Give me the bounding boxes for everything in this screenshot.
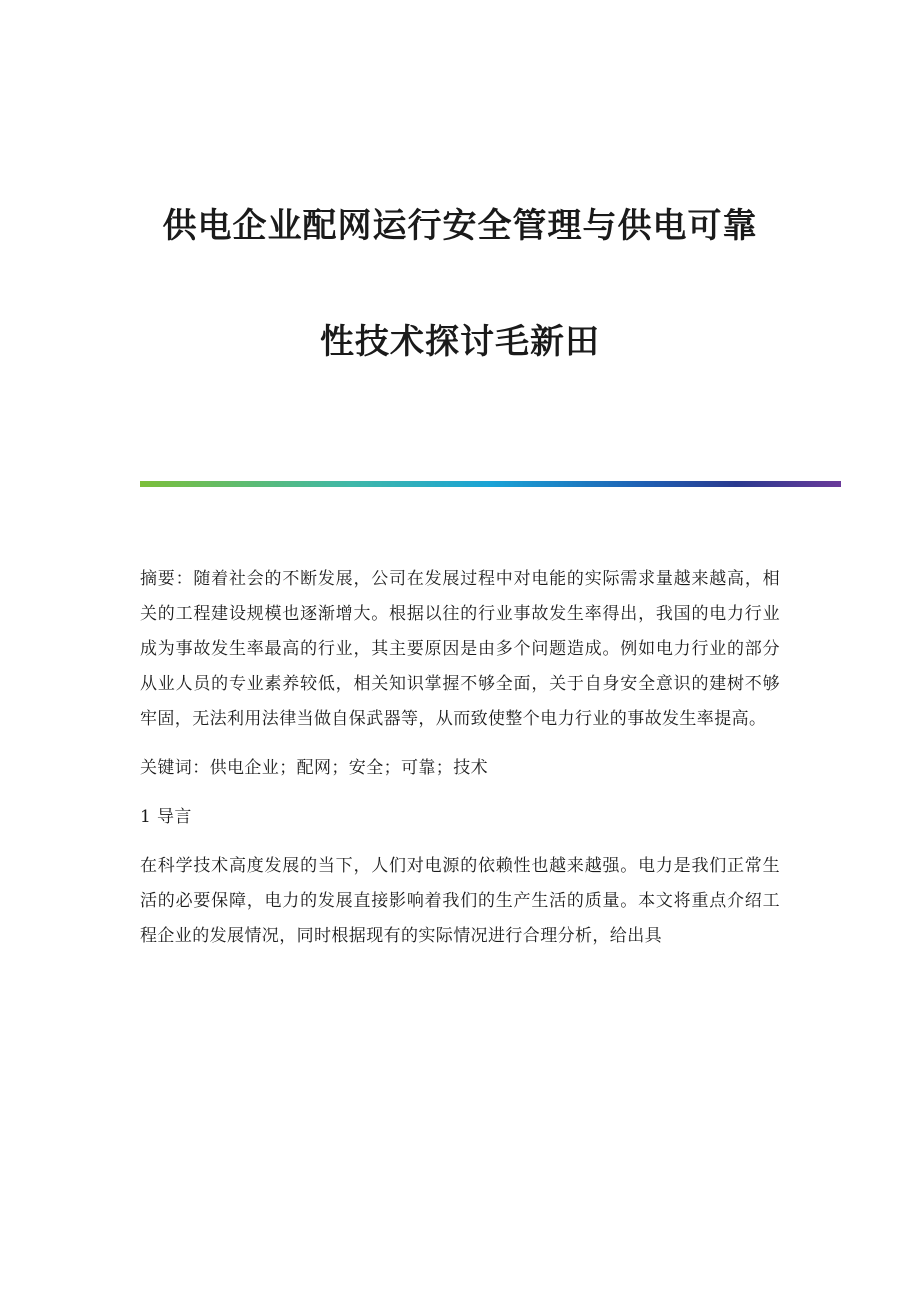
title-line-1: 供电企业配网运行安全管理与供电可靠 [162, 206, 758, 246]
keywords-text: 供电企业；配网；安全；可靠；技术 [209, 758, 489, 778]
gradient-divider [140, 481, 841, 487]
abstract-label: 摘要： [140, 569, 194, 589]
abstract-text: 随着社会的不断发展，公司在发展过程中对电能的实际需求量越来越高，相关的工程建设规模也逐渐增大。根据以往的行业事故发生率得出，我国的电力行业成为事故发生率最高的行业，其主要原因是由多个问题造成。例如电力行业的部分从业人员的专业素养较低，相关知识掌握不够全面，关于自身安全意识的建树不够牢固，无法利用法律当做自保武器等，从而致使整个电力行业的事故发生率提高。 [140, 569, 781, 729]
title-line-2: 性技术探讨毛新田 [320, 322, 600, 362]
section-paragraph: 在科学技术高度发展的当下，人们对电源的依赖性也越来越强。电力是我们正常生活的必要保障，电力的发展直接影响着我们的生产生活的质量。本文将重点介绍工程企业的发展情况，同时根据现有的实际情况进行合理分析，给出具 [140, 856, 780, 946]
document-body [140, 562, 780, 968]
abstract-paragraph [140, 562, 780, 737]
section-heading: 1 导言 [140, 807, 192, 827]
keywords-label: 关键词： [140, 758, 210, 778]
document-title [0, 206, 920, 362]
keywords-paragraph [140, 751, 780, 786]
